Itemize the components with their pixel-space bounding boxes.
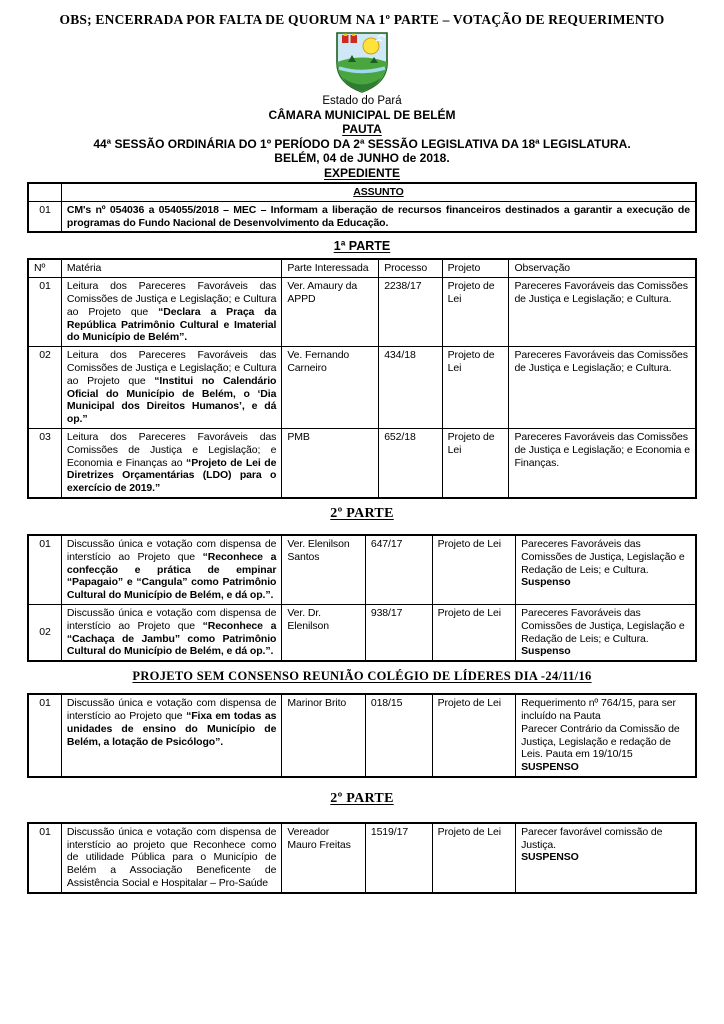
table-row xyxy=(28,347,696,429)
expediente-header-row xyxy=(28,183,696,201)
row-number-cell: 01 xyxy=(28,535,61,604)
state-label: Estado do Pará xyxy=(322,95,402,107)
column-header-processo: Processo xyxy=(379,259,442,277)
processo-cell: 1519/17 xyxy=(365,823,432,893)
observacao-cell: Pareceres Favoráveis das Comissões de Justiça, Legislação e Redação de Leis; e Cultura. Suspenso xyxy=(516,604,696,661)
table-row xyxy=(28,428,696,497)
parte-interessada-cell: Marinor Brito xyxy=(282,694,366,777)
column-header-observacao: Observação xyxy=(509,259,696,277)
obs-note: OBS; ENCERRADA POR FALTA DE QUORUM NA 1º PARTE – VOTAÇÃO DE REQUERIMENTO xyxy=(59,12,665,27)
row-number-cell: 01 xyxy=(28,201,61,232)
materia-cell: Discussão única e votação com dispensa de interstício ao projeto que Reconhece como de utilidade Pública para o Município de Belém a Associação Beneficente de Assistência Social e Hospitalar – Pro-Saúde xyxy=(61,823,281,893)
table-row xyxy=(28,278,696,347)
materia-cell: Discussão única e votação com dispensa de interstício ao Projeto que “Reconhece a confecção e prática de empinar “Papagaio” e “Cangula” como Patrimônio Cultural do Município de Belém, e dá op.”. xyxy=(61,535,281,604)
observacao-cell: Parecer favorável comissão de Justiça. SUSPENSO xyxy=(516,823,696,893)
column-header-assunto: ASSUNTO xyxy=(61,183,696,201)
projeto-cell: Projeto de Lei xyxy=(432,694,516,777)
projeto-cell: Projeto de Lei xyxy=(432,535,516,604)
projeto-cell: Projeto de Lei xyxy=(442,278,509,347)
belem-coat-of-arms-icon xyxy=(27,32,697,94)
materia-cell: Leitura dos Pareceres Favoráveis das Comissões de Justiça e Legislação; e Economia e Finanças ao “Projeto de Lei de Diretrizes Orçamentárias (LDO) para o exercício de 2019.” xyxy=(61,428,281,497)
column-header-num: Nº xyxy=(28,259,61,277)
parte-interessada-cell: Ver. Amaury da APPD xyxy=(282,278,379,347)
part1-header-row xyxy=(28,259,696,277)
table-row xyxy=(28,694,696,777)
parte-interessada-cell: PMB xyxy=(282,428,379,497)
observacao-cell: Pareceres Favoráveis das Comissões de Justiça e Legislação; e Economia e Finanças. xyxy=(509,428,696,497)
column-header-projeto: Projeto xyxy=(442,259,509,277)
document-title: PAUTA xyxy=(342,122,382,136)
row-number-cell: 01 xyxy=(28,823,61,893)
materia-cell: Discussão única e votação com dispensa de interstício ao Projeto que “Fixa em todas as unidades de ensino do Município de Belém, a lotação de Psicólogo”. xyxy=(61,694,281,777)
part2b-table xyxy=(27,822,697,894)
assunto-cell: CM's nº 054036 a 054055/2018 – MEC – Informam a liberação de recursos financeiros destinados a garantir a execução de programas do Fundo Nacional de Desenvolvimento da Educação. xyxy=(61,201,696,232)
projeto-cell: Projeto de Lei xyxy=(442,347,509,429)
observacao-cell: Pareceres Favoráveis das Comissões de Justiça e Legislação; e Cultura. xyxy=(509,278,696,347)
date-line: BELÉM, 04 de JUNHO de 2018. xyxy=(274,151,450,165)
row-number-cell: 02 xyxy=(28,347,61,429)
row-number-cell: 03 xyxy=(28,428,61,497)
part2-table xyxy=(27,534,697,662)
parte-interessada-cell: Ver. Elenilson Santos xyxy=(282,535,366,604)
expediente-table xyxy=(27,182,697,233)
processo-cell: 2238/17 xyxy=(379,278,442,347)
session-title: 44ª SESSÃO ORDINÁRIA DO 1º PERÍODO DA 2ª SESSÃO LEGISLATIVA DA 18ª LEGISLATURA. xyxy=(93,136,631,151)
projeto-cell: Projeto de Lei xyxy=(442,428,509,497)
observacao-cell: Pareceres Favoráveis das Comissões de Justiça e Legislação; e Cultura. xyxy=(509,347,696,429)
part2b-heading: 2º PARTE xyxy=(330,790,394,806)
organization-title: CÂMARA MUNICIPAL DE BELÉM xyxy=(268,107,456,122)
part1-table xyxy=(27,258,697,499)
materia-cell: Leitura dos Pareceres Favoráveis das Comissões de Justiça e Legislação; e Cultura ao Projeto que “Institui no Calendário Oficial do Município de Belém, o ‘Dia Municipal dos Direitos Humanos’, e dá op.” xyxy=(61,347,281,429)
expediente-heading: EXPEDIENTE xyxy=(323,165,401,180)
processo-cell: 434/18 xyxy=(379,347,442,429)
part2-heading: 2º PARTE xyxy=(330,505,394,521)
projeto-cell: Projeto de Lei xyxy=(432,604,516,661)
projeto-cell: Projeto de Lei xyxy=(432,823,516,893)
observacao-cell: Pareceres Favoráveis das Comissões de Justiça, Legislação e Redação de Leis; e Cultura. Suspenso xyxy=(516,535,696,604)
table-row xyxy=(28,823,696,893)
row-number-cell: 02 xyxy=(28,604,61,661)
processo-cell: 938/17 xyxy=(365,604,432,661)
consenso-table xyxy=(27,693,697,778)
parte-interessada-cell: Ver. Dr. Elenilson xyxy=(282,604,366,661)
column-header-parte: Parte Interessada xyxy=(282,259,379,277)
column-header-materia: Matéria xyxy=(61,259,281,277)
observacao-cell: Requerimento nº 764/15, para ser incluído na Pauta Parecer Contrário da Comissão de Justiça, Legislação e redação de Leis. Pauta em 19/10/15 SUSPENSO xyxy=(516,694,696,777)
processo-cell: 647/17 xyxy=(365,535,432,604)
parte-interessada-cell: Ve. Fernando Carneiro xyxy=(282,347,379,429)
table-row xyxy=(28,201,696,232)
materia-cell: Discussão única e votação com dispensa de interstício ao Projeto que “Reconhece a “Cachaça de Jambu” como Patrimônio Cultural do Município de Belém, e dá op.”. xyxy=(61,604,281,661)
consenso-heading: PROJETO SEM CONSENSO REUNIÃO COLÉGIO DE LÍDERES DIA -24/11/16 xyxy=(132,669,592,684)
table-row xyxy=(28,535,696,604)
processo-cell: 018/15 xyxy=(365,694,432,777)
parte-interessada-cell: Vereador Mauro Freitas xyxy=(282,823,366,893)
empty-header-cell xyxy=(28,183,61,201)
row-number-cell: 01 xyxy=(28,694,61,777)
table-row xyxy=(28,604,696,661)
processo-cell: 652/18 xyxy=(379,428,442,497)
row-number-cell: 01 xyxy=(28,278,61,347)
materia-cell: Leitura dos Pareceres Favoráveis das Comissões de Justiça e Legislação; e Cultura ao Projeto que “Declara a Praça da República Patrimônio Cultural e Imaterial do Município de Belém”. xyxy=(61,278,281,347)
part1-heading: 1ª PARTE xyxy=(333,239,391,254)
